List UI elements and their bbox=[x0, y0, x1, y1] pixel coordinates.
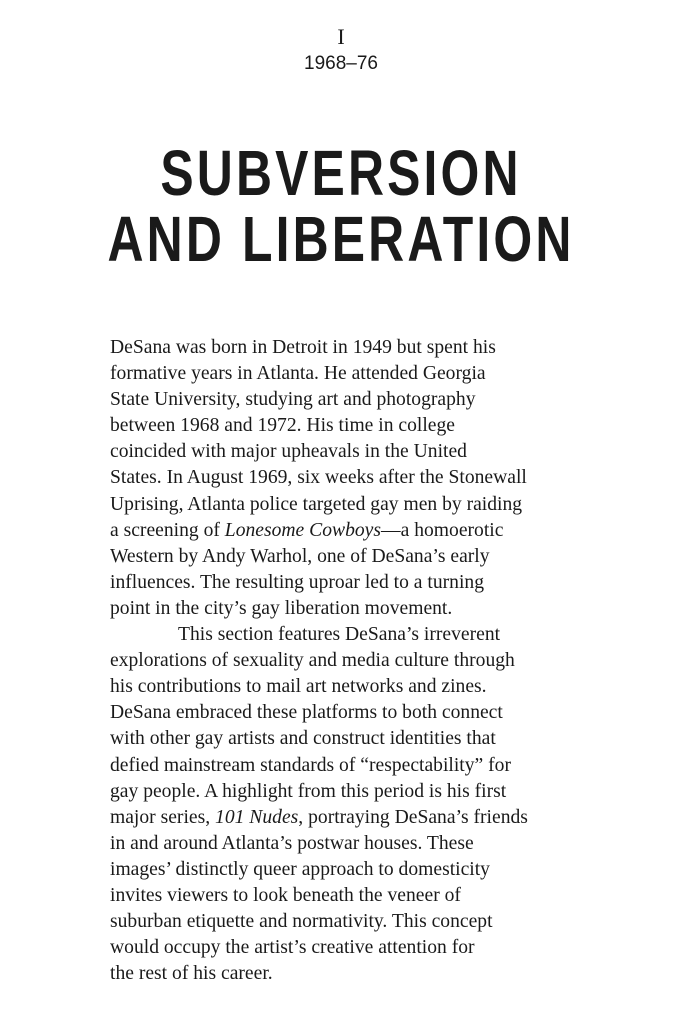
body-text bbox=[110, 335, 600, 987]
body-line: suburban etiquette and normativity. This concept bbox=[110, 911, 493, 933]
body-line-text: , portraying DeSana’s friends bbox=[298, 806, 528, 828]
body-line: DeSana was born in Detroit in 1949 but spent his bbox=[110, 337, 496, 358]
body-line-indented: This section features DeSana’s irreverent bbox=[178, 624, 501, 646]
body-line: States. In August 1969, six weeks after the Stonewall bbox=[110, 467, 527, 489]
body-line: formative years in Atlanta. He attended Georgia bbox=[110, 363, 486, 385]
body-line bbox=[110, 518, 600, 544]
chapter-title-line-2: AND LIBERATION bbox=[107, 203, 575, 275]
body-line-text: a screening of bbox=[110, 519, 225, 541]
body-line: the rest of his career. bbox=[110, 963, 273, 985]
body-line: State University, studying art and photography bbox=[110, 389, 476, 411]
body-line: Uprising, Atlanta police targeted gay men by raiding bbox=[110, 493, 523, 515]
body-line: images’ distinctly queer approach to domesticity bbox=[110, 858, 490, 880]
body-line-text: major series, bbox=[110, 806, 216, 828]
body-line: point in the city’s gay liberation movement. bbox=[110, 597, 453, 619]
body-line: with other gay artists and construct identities that bbox=[110, 728, 496, 750]
film-title: Lonesome Cowboys bbox=[224, 519, 382, 541]
body-line: Western by Andy Warhol, one of DeSana’s early bbox=[110, 545, 490, 567]
chapter-title bbox=[75, 137, 607, 275]
body-line: gay people. A highlight from this period is his first bbox=[110, 780, 507, 802]
body-line: invites viewers to look beneath the veneer of bbox=[110, 884, 461, 906]
body-line bbox=[110, 805, 600, 831]
body-line: DeSana embraced these platforms to both connect bbox=[110, 702, 503, 724]
body-line: defied mainstream standards of “respectability” for bbox=[110, 754, 511, 776]
body-line: influences. The resulting uproar led to a turning bbox=[110, 571, 484, 593]
section-years: 1968–76 bbox=[304, 53, 378, 74]
body-line-text: —a homoerotic bbox=[381, 519, 504, 541]
body-line: in and around Atlanta’s postwar houses. These bbox=[110, 832, 474, 854]
section-number: I bbox=[337, 24, 345, 49]
chapter-title-line-1: SUBVERSION bbox=[160, 137, 522, 209]
series-title: 101 Nudes bbox=[215, 806, 299, 828]
body-line: coincided with major upheavals in the United bbox=[110, 441, 467, 463]
body-line: would occupy the artist’s creative attention for bbox=[110, 937, 475, 959]
body-line: between 1968 and 1972. His time in college bbox=[110, 415, 455, 437]
body-line: his contributions to mail art networks and zines. bbox=[110, 676, 487, 698]
body-line: explorations of sexuality and media culture through bbox=[110, 650, 515, 672]
